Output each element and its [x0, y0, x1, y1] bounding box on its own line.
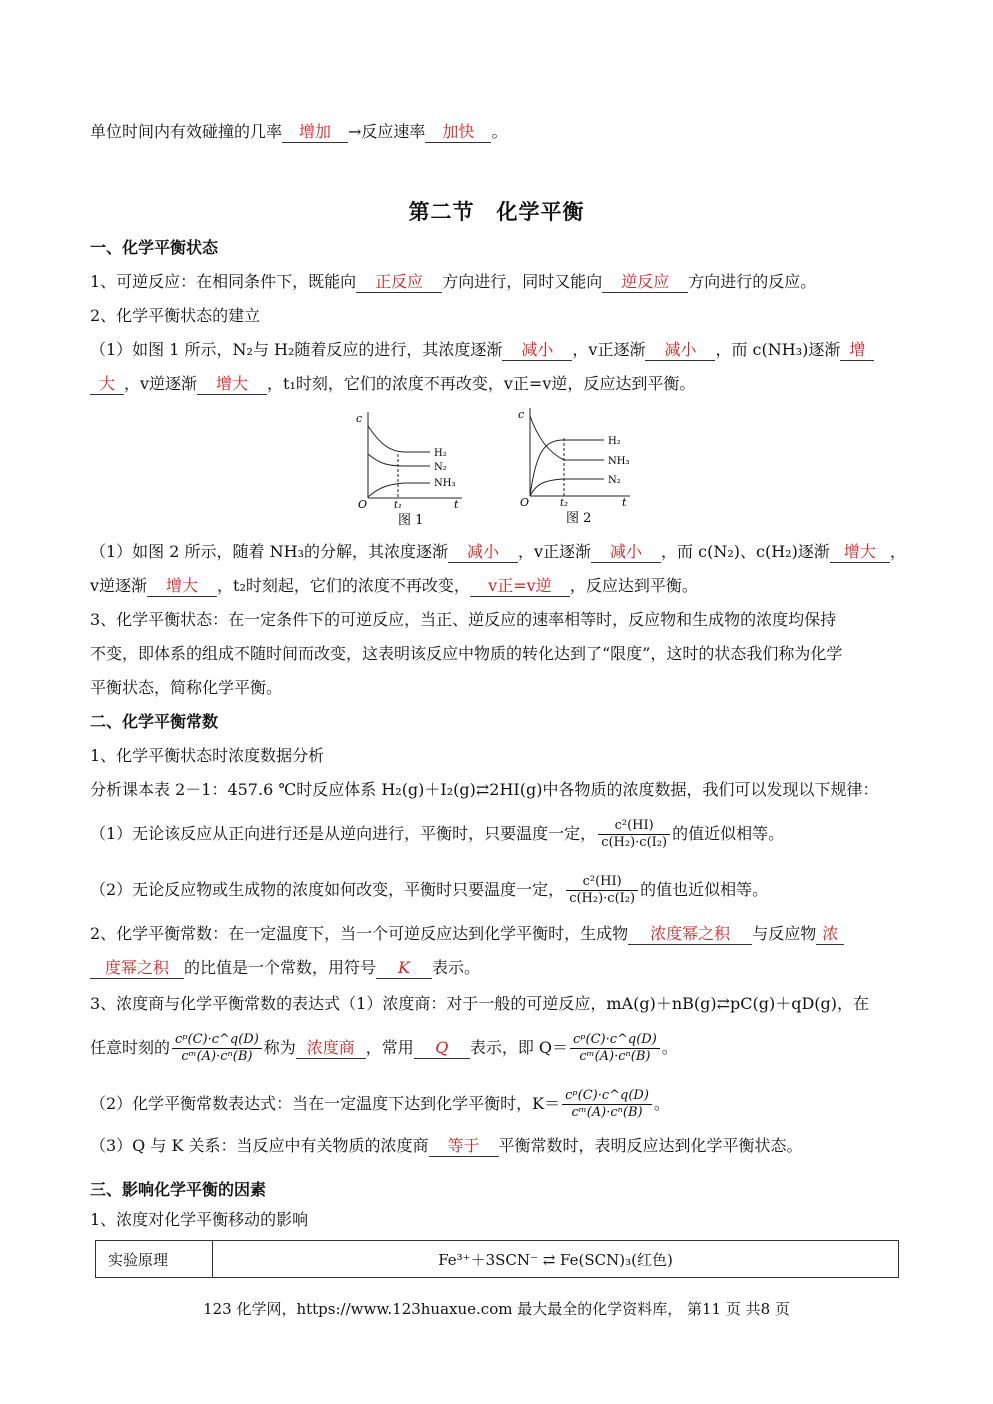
text: 。	[653, 1094, 670, 1113]
denominator: c(H₂)·c(I₂)	[601, 835, 668, 850]
answer-blank: 浓度商	[296, 1038, 366, 1059]
text: ，v逆逐渐	[124, 374, 198, 393]
x-label: t	[622, 496, 627, 509]
text: 任意时刻的	[90, 1038, 171, 1057]
paragraph-k-expression	[90, 1082, 905, 1126]
paragraph-state-2: 不变，即体系的组成不随时间而改变，这表明该反应中物质的转化达到了“限度”，这时的状态我们称为化学	[90, 644, 843, 663]
text: 1、可逆反应：在相同条件下，既能向	[90, 272, 357, 291]
paragraph-reversible	[90, 270, 905, 294]
figure-caption: 图 2	[566, 511, 592, 526]
numerator: cᵖ(C)·c^q(D)	[570, 1032, 660, 1049]
y-label: c	[518, 408, 525, 421]
text: 称为	[263, 1038, 296, 1057]
origin-label: O	[520, 496, 530, 509]
fraction	[598, 818, 670, 851]
denominator: cᵐ(A)·cⁿ(B)	[181, 1049, 253, 1064]
series-label-nh3: NH₃	[434, 478, 456, 489]
answer-blank: v正=v逆	[470, 576, 570, 597]
n2-curve	[368, 454, 430, 466]
paragraph-data-analysis: 1、化学平衡状态时浓度数据分析	[90, 746, 325, 765]
text: ，v正逐渐	[518, 542, 592, 561]
text: （2）无论反应物或生成物的浓度如何改变，平衡时只要温度一定，	[90, 880, 565, 899]
text: 方向进行，同时又能向	[442, 272, 603, 291]
table-row	[96, 1241, 899, 1278]
text: 2、化学平衡常数：在一定温度下，当一个可逆反应达到化学平衡时，生成物	[90, 924, 629, 943]
answer-blank: 浓度幂之积	[628, 924, 752, 945]
paragraph-q-k-relation	[90, 1134, 905, 1158]
text: 。	[491, 122, 508, 141]
answer-blank: 正反应	[356, 272, 442, 293]
numerator: c²(HI)	[598, 818, 670, 835]
intro-line	[90, 120, 905, 144]
text: 的值近似相等。	[672, 824, 785, 843]
answer-blank: 增大	[830, 542, 890, 563]
text: 表示。	[432, 958, 481, 977]
denominator: c(H₂)·c(I₂)	[569, 891, 636, 906]
figure-caption: 图 1	[398, 513, 424, 528]
denominator: cᵐ(A)·cⁿ(B)	[579, 1049, 651, 1064]
series-label-h2: H₂	[608, 436, 621, 447]
fraction	[566, 874, 638, 907]
text: 的值也近似相等。	[640, 880, 769, 899]
text: ，而 c(N₂)、c(H₂)逐渐	[661, 542, 830, 561]
figure-2	[512, 404, 647, 530]
numerator: cᵖ(C)·c^q(D)	[172, 1032, 262, 1049]
experiment-table	[95, 1240, 899, 1278]
text: 。	[661, 1038, 678, 1057]
heading-influencing-factors: 三、影响化学平衡的因素	[90, 1180, 267, 1199]
origin-label: O	[358, 498, 368, 511]
answer-blank: 减小	[591, 542, 661, 563]
text: 的比值是一个常数，用符号	[184, 958, 377, 977]
paragraph-fig1-b	[90, 372, 905, 396]
answer-blank: 减小	[502, 340, 572, 361]
text: →反应速率	[348, 122, 426, 141]
text: ，v正逐渐	[572, 340, 646, 359]
fraction	[562, 1088, 652, 1121]
y-label: c	[356, 412, 363, 425]
answer-blank: 增	[840, 340, 874, 361]
fraction	[570, 1032, 660, 1065]
text: ，	[889, 542, 906, 561]
paragraph-fig1-a	[90, 338, 905, 362]
text: （1）如图 1 所示，N₂与 H₂随着反应的进行，其浓度逐渐	[90, 340, 503, 359]
h2-curve	[530, 440, 604, 496]
nh3-curve	[368, 483, 430, 497]
series-label-n2: N₂	[608, 475, 621, 486]
paragraph-state-1: 3、化学平衡状态：在一定条件下的可逆反应，当正、逆反应的速率相等时，反应物和生成物的浓度均保持	[90, 610, 837, 629]
answer-blank: 大	[90, 374, 124, 395]
series-label-nh3: NH₃	[608, 456, 630, 467]
text: ，t₁时刻，它们的浓度不再改变，v正=v逆，反应达到平衡。	[267, 374, 696, 393]
text: ，常用	[365, 1038, 414, 1057]
series-label-n2: N₂	[434, 462, 447, 473]
section-title: 第二节 化学平衡	[408, 200, 585, 224]
series-label-h2: H₂	[434, 448, 447, 459]
figure-1	[350, 408, 480, 532]
paragraph-constant-a	[90, 922, 905, 946]
answer-blank: 度幂之积	[90, 958, 184, 979]
t1-label: t₁	[394, 500, 403, 511]
paragraph-quotient-intro: 3、浓度商与化学平衡常数的表达式（1）浓度商：对于一般的可逆反应，mA(g)＋nB(g)⇄pC(g)＋qD(g)，在	[90, 994, 870, 1013]
paragraph-table: 分析课本表 2－1：457.6 ℃时反应体系 H₂(g)＋I₂(g)⇄2HI(g)中各物质的浓度数据，我们可以发现以下规律：	[90, 780, 879, 799]
text: ，反应达到平衡。	[569, 576, 698, 595]
text: ，t₂时刻起，它们的浓度不再改变，	[217, 576, 470, 595]
text: （1）如图 2 所示，随着 NH₃的分解，其浓度逐渐	[90, 542, 448, 561]
paragraph-rule-2	[90, 870, 905, 910]
text: 平衡常数时，表明反应达到化学平衡状态。	[498, 1136, 803, 1155]
answer-blank: 增加	[282, 122, 348, 143]
table-cell-equation: Fe³⁺＋3SCN⁻ ⇄ Fe(SCN)₃(红色)	[213, 1241, 899, 1278]
text: （2）化学平衡常数表达式：当在一定温度下达到化学平衡时，K＝	[90, 1094, 561, 1113]
answer-blank: 增大	[147, 576, 217, 597]
answer-blank: 逆反应	[602, 272, 688, 293]
answer-blank: 减小	[448, 542, 518, 563]
denominator: cᵐ(A)·cⁿ(B)	[571, 1105, 643, 1120]
h2-curve	[368, 426, 430, 452]
paragraph-fig2-a	[90, 540, 905, 564]
fraction	[172, 1032, 262, 1065]
answer-blank: 增大	[197, 374, 267, 395]
text: （1）无论该反应从正向进行还是从逆向进行，平衡时，只要温度一定，	[90, 824, 597, 843]
t2-label: t₂	[560, 498, 569, 509]
n2-curve	[530, 479, 604, 496]
text: 单位时间内有效碰撞的几率	[90, 122, 283, 141]
table-cell-label: 实验原理	[96, 1241, 213, 1278]
numerator: cᵖ(C)·c^q(D)	[562, 1088, 652, 1105]
answer-blank: 浓	[816, 924, 844, 945]
text: 与反应物	[752, 924, 817, 943]
heading-equilibrium-state: 一、化学平衡状态	[90, 238, 219, 257]
paragraph-quotient	[90, 1026, 905, 1070]
paragraph-fig2-b	[90, 574, 905, 598]
answer-blank: K	[376, 958, 432, 979]
answer-blank: Q	[414, 1038, 470, 1059]
x-label: t	[454, 498, 459, 511]
answer-blank: 等于	[429, 1136, 499, 1157]
text: （3）Q 与 K 关系：当反应中有关物质的浓度商	[90, 1136, 429, 1155]
answer-blank: 减小	[645, 340, 715, 361]
heading-equilibrium-constant: 二、化学平衡常数	[90, 712, 219, 731]
numerator: c²(HI)	[566, 874, 638, 891]
answer-blank: 加快	[425, 122, 491, 143]
text: 方向进行的反应。	[688, 272, 817, 291]
text: v逆逐渐	[90, 576, 148, 595]
paragraph-rule-1	[90, 814, 905, 854]
text: ，而 c(NH₃)逐渐	[715, 340, 841, 359]
paragraph-concentration: 1、浓度对化学平衡移动的影响	[90, 1210, 309, 1229]
paragraph-state-3: 平衡状态，简称化学平衡。	[90, 678, 283, 697]
paragraph-establish: 2、化学平衡状态的建立	[90, 306, 261, 325]
page-footer: 123 化学网，https://www.123huaxue.com 最大最全的化学资料库， 第11 页 共8 页	[203, 1300, 790, 1318]
paragraph-constant-b	[90, 956, 905, 980]
text: 表示，即 Q＝	[469, 1038, 569, 1057]
